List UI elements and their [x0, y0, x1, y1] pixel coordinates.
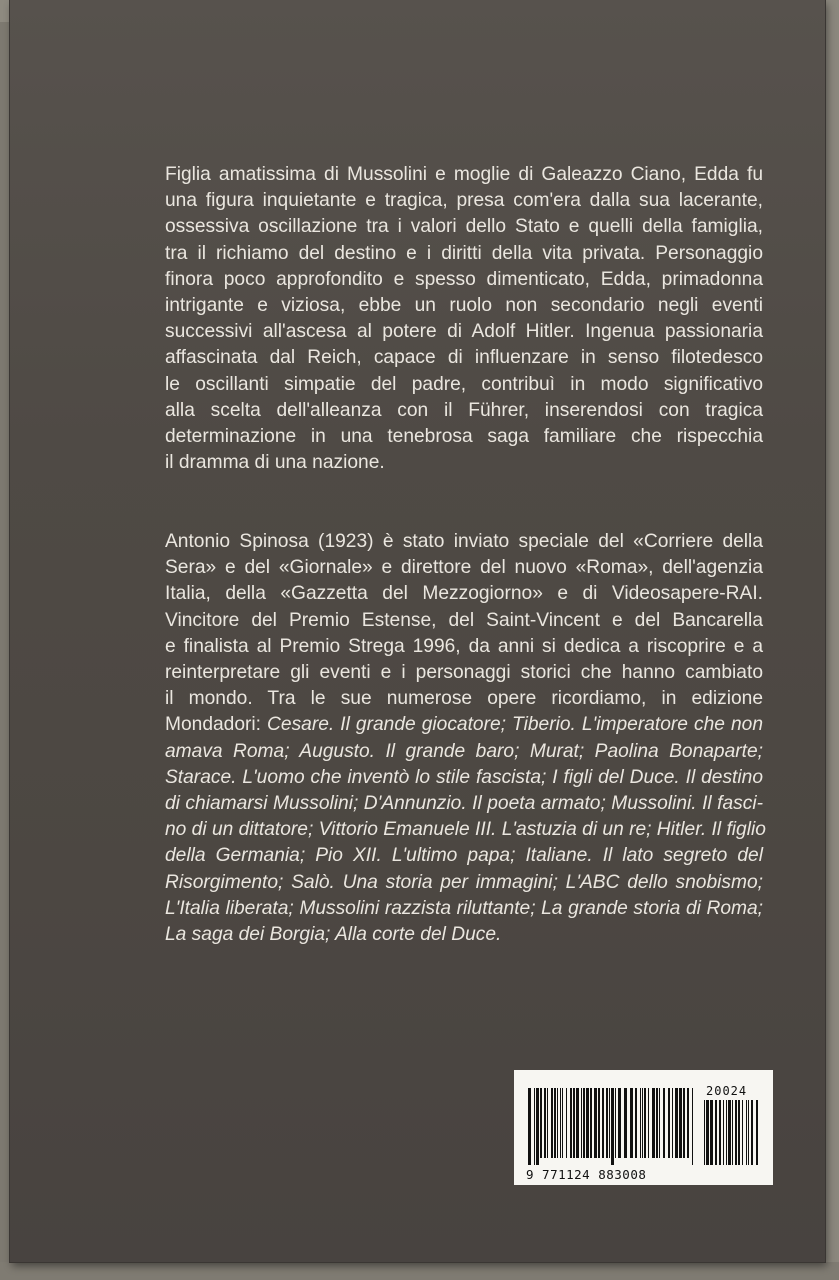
barcode-bar	[656, 1088, 658, 1158]
barcode-bar	[615, 1088, 616, 1158]
bio-line: Vincitore del Premio Estense, del Saint-Vincent e del Bancarella	[165, 609, 763, 631]
barcode-bar	[732, 1100, 733, 1165]
barcode-bar	[683, 1088, 685, 1158]
barcode-bar	[528, 1088, 531, 1165]
barcode-bar	[562, 1088, 563, 1158]
barcode-bar	[746, 1100, 747, 1165]
barcode-bar	[675, 1088, 678, 1158]
bio-works-line: L'Italia liberata; Mussolini razzista riluttante; La grande storia di Roma;	[165, 897, 763, 919]
barcode-bar	[560, 1088, 561, 1158]
bio-works-line: della Germania; Pio XII. L'ultimo papa; Italiane. Il lato segreto del	[165, 845, 763, 867]
barcode-bar	[551, 1088, 553, 1158]
barcode-bar	[710, 1100, 713, 1165]
ean-barcode	[528, 1088, 696, 1165]
bio-publisher: Mondadori:	[165, 714, 268, 736]
barcode-bar	[547, 1088, 548, 1158]
barcode-bar	[566, 1088, 567, 1158]
barcode-bar	[618, 1088, 621, 1158]
barcode-bar	[540, 1088, 542, 1158]
barcode-bar	[576, 1088, 579, 1158]
barcode-bar	[635, 1088, 637, 1158]
barcode-bar	[738, 1100, 740, 1165]
background-bottom-edge	[0, 1262, 839, 1280]
blurb-line: affascinata dal Reich, capace di influenzare in senso filotedesco	[165, 347, 763, 369]
barcode-bar	[586, 1088, 589, 1158]
background-right-edge	[825, 0, 839, 1280]
bio-line	[165, 712, 763, 738]
barcode-bar	[706, 1100, 709, 1165]
barcode-bar	[536, 1088, 539, 1165]
barcode-bar	[692, 1088, 693, 1165]
author-bio	[165, 529, 766, 948]
bio-works-line: no di un dittatore; Vittorio Emanuele III. L'astuzia di un re; Hitler. Il figlio	[165, 819, 766, 841]
bio-works-line: di chiamarsi Mussolini; D'Annunzio. Il poeta armato; Mussolini. Il fasci-	[165, 793, 763, 815]
bio-works-line: Starace. L'uomo che inventò lo stile fascista; I figli del Duce. Il destino	[165, 766, 763, 788]
bio-line: e finalista al Premio Strega 1996, da anni si dedica a riscoprire e a	[165, 635, 763, 657]
barcode-bar	[663, 1088, 665, 1158]
barcode-bar	[573, 1088, 575, 1158]
barcode-bar	[652, 1088, 655, 1158]
barcode-bar	[544, 1088, 546, 1158]
barcode-ean-number: 9 771124 883008	[526, 1167, 647, 1182]
barcode-bar	[728, 1100, 731, 1165]
bio-line: reinterpretare gli eventi e i personaggi storici che hanno cambiato	[165, 662, 763, 684]
barcode-bar	[642, 1088, 643, 1158]
barcode-bar	[594, 1088, 597, 1158]
bio-line: Antonio Spinosa (1923) è stato inviato speciale del «Corriere della	[165, 531, 763, 552]
blurb-line: una figura inquietante e tragica, presa com'era dalla sua lacerante,	[165, 190, 763, 212]
barcode-bar	[609, 1088, 610, 1158]
bio-line: Italia, della «Gazzetta del Mezzogiorno» e di Videosapere-RAI.	[165, 583, 763, 605]
blurb-line: tra il richiamo del destino e i diritti della vita privata. Personaggio	[165, 242, 763, 264]
blurb-line: successivi all'ascesa al potere di Adolf Hitler. Ingenua passionaria	[165, 321, 763, 343]
barcode-bar	[598, 1088, 600, 1158]
bio-line: Sera» e del «Giornale» e direttore del nuovo «Roma», dell'agenzia	[165, 557, 763, 579]
blurb-line: Figlia amatissima di Mussolini e moglie di Galeazzo Ciano, Edda fu	[165, 164, 763, 185]
barcode-bar	[606, 1088, 608, 1158]
barcode-bar	[679, 1088, 682, 1158]
barcode-bar	[723, 1100, 724, 1165]
barcode-bar	[611, 1088, 614, 1165]
book-blurb	[165, 162, 763, 476]
barcode-bar	[687, 1088, 689, 1158]
bio-line: il mondo. Tra le sue numerose opere ricordiamo, in edizione	[165, 688, 763, 710]
barcode-bar	[602, 1088, 604, 1158]
barcode-bar	[644, 1088, 646, 1158]
barcode-addon-number: 20024	[706, 1084, 748, 1098]
barcode-bar	[570, 1088, 572, 1158]
barcode-bar	[748, 1100, 749, 1165]
barcode-bar	[719, 1100, 721, 1165]
bio-works-line: Risorgimento; Salò. Una storia per immagini; L'ABC dello snobismo;	[165, 871, 763, 893]
blurb-line: il dramma di una nazione.	[165, 452, 385, 474]
barcode-bar	[554, 1088, 556, 1158]
barcode-label	[514, 1070, 773, 1185]
barcode-bar	[742, 1100, 743, 1165]
barcode-bar	[590, 1088, 592, 1158]
barcode-bar	[704, 1100, 705, 1165]
barcode-bar	[583, 1088, 585, 1158]
barcode-bar	[648, 1088, 649, 1158]
barcode-bar	[581, 1088, 582, 1158]
barcode-bar	[624, 1088, 627, 1158]
blurb-line: finora poco approfondito e spesso dimenticato, Edda, primadonna	[165, 268, 763, 290]
addon-barcode	[704, 1100, 762, 1165]
barcode-bar	[726, 1100, 727, 1165]
blurb-line: intrigante e viziosa, ebbe un ruolo non secondario negli eventi	[165, 295, 763, 317]
blurb-line: ossessiva oscillazione tra i valori dello Stato e quelli della famiglia,	[165, 216, 763, 238]
barcode-bar	[715, 1100, 717, 1165]
bio-works-line: amava Roma; Augusto. Il grande baro; Murat; Paolina Bonaparte;	[165, 740, 763, 762]
bio-works-line: La saga dei Borgia; Alla corte del Duce.	[165, 924, 502, 946]
barcode-bar	[668, 1088, 670, 1158]
blurb-line: le oscillanti simpatie del padre, contribuì in modo significativo	[165, 373, 763, 395]
barcode-bar	[630, 1088, 633, 1158]
bio-works: Cesare. Il grande giocatore; Tiberio. L'imperatore che non	[267, 714, 763, 736]
barcode-bar	[534, 1088, 535, 1165]
barcode-bar	[640, 1088, 641, 1158]
blurb-line: determinazione in una tenebrosa saga familiare che rispecchia	[165, 426, 763, 448]
barcode-bar	[557, 1088, 558, 1158]
barcode-bar	[756, 1100, 758, 1165]
barcode-bar	[672, 1088, 673, 1158]
barcode-bar	[735, 1100, 737, 1165]
barcode-bar	[751, 1100, 753, 1165]
blurb-line: alla scelta dell'alleanza con il Führer, inserendosi con tragica	[165, 399, 763, 421]
barcode-bar	[659, 1088, 660, 1158]
